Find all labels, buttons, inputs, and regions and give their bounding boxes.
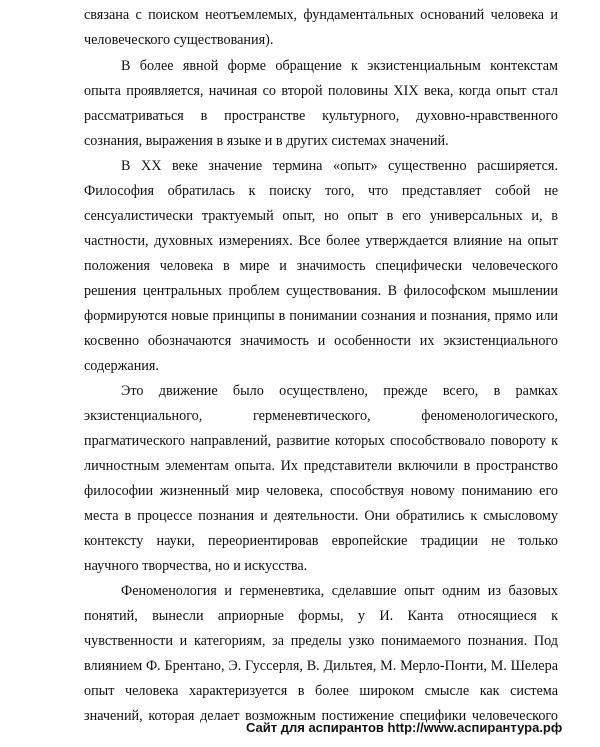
text-line: личностным элементам опыта. Их представители включили в пространство [84,458,558,474]
text-line: понятий, вынесли априорные формы, у И. Канта относящиеся к [84,608,558,624]
text-line: места в процессе познания и деятельности. Они обратились к смысловому [84,508,558,524]
text-line: частности, духовных измерениях. Все более утверждается влияние на опыт [84,233,558,249]
text-line: опыта проявляется, начиная со второй половины XIX века, когда опыт стал [84,83,558,99]
text-line: Это движение было осуществлено, прежде всего, в рамках [121,383,558,399]
text-line: опыт человека характеризуется в более широком смысле как система [84,683,558,699]
text-line: экзистенциального, герменевтического, феноменологического, [84,408,558,424]
text-line: научного творчества, но и искусства. [84,558,308,574]
text-line: чувственности и категориям, за пределы узко понимаемого познания. Под [84,633,558,649]
text-line: решения центральных проблем существования. В философском мышлении [84,283,558,299]
text-line: контексту науки, переориентировав европейские традиции не только [84,533,558,549]
text-line: сознания, выражения в языке и в других системах значений. [84,133,449,149]
text-line: содержания. [84,358,159,374]
text-line: прагматического направлений, развитие которых способствовало повороту к [84,433,558,449]
text-line: положения человека в мире и значимость специфически человеческого [84,258,558,274]
text-line: рассматриваться в пространстве культурного, духовно-нравственного [84,108,558,124]
text-line: связана с поиском неотъемлемых, фундаментальных оснований человека и [84,7,558,23]
text-line: Феноменология и герменевтика, сделавшие опыт одним из базовых [121,583,558,599]
text-line: косвенно обозначаются значимость и особенности их экзистенциального [84,333,558,349]
text-line: В XX веке значение термина «опыт» существенно расширяется. [121,158,558,174]
text-line: формируются новые принципы в понимании сознания и познания, прямо или [84,308,558,324]
text-line: человеческого существования). [84,32,274,48]
text-line: влиянием Ф. Брентано, Э. Гуссерля, В. Дильтея, М. Мерло-Понти, М. Шелера [84,658,558,674]
site-footer-watermark: Сайт для аспирантов http://www.аспирантура.рф [246,720,563,735]
text-line: Философия обратилась к поиску того, что представляет собой не [84,183,558,199]
text-line: сенсуалистически трактуемый опыт, но опыт в его универсальных и, в [84,208,558,224]
text-line: В более явной форме обращение к экзистенциальным контекстам [121,58,558,74]
text-line: философии жизненный мир человека, способствуя новому пониманию его [84,483,558,499]
text-line: значений, которая делает возможным постижение специфики человеческого [84,708,558,724]
